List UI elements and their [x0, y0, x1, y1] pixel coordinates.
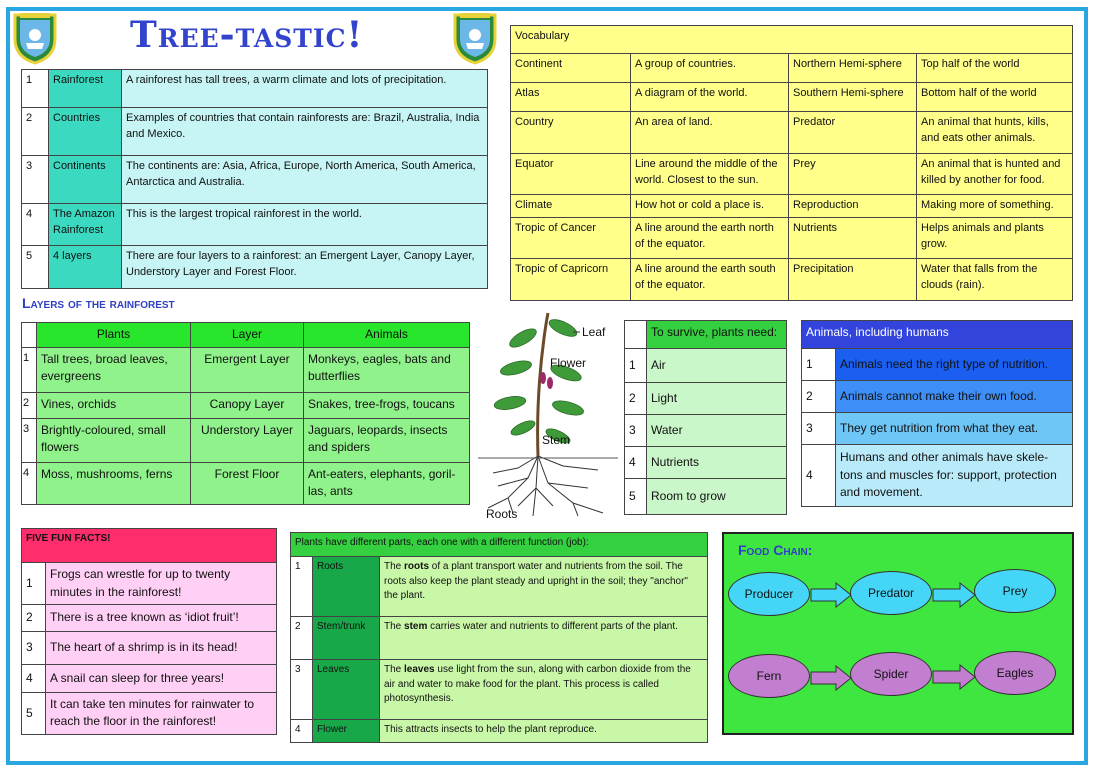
school-crest-icon	[452, 11, 498, 65]
plant-part-text: The	[384, 664, 405, 675]
plant-part-name: Stem/trunk	[313, 617, 380, 660]
layers-header-layer: Layer	[191, 323, 304, 348]
plant-need-row	[625, 383, 787, 415]
vocabulary-term: Climate	[511, 195, 631, 218]
vocabulary-definition: A line around the earth north of the equator.	[631, 218, 789, 259]
animal-fact-row	[802, 413, 1073, 445]
plant-need: Room to grow	[647, 479, 787, 515]
fun-fact: Frogs can wrestle for up to twenty minutes in the rainforest!	[46, 563, 277, 605]
vocabulary-row	[511, 218, 1073, 259]
plant-part-description	[380, 720, 708, 743]
layer-plants: Tall trees, broad leaves, evergreens	[37, 348, 191, 393]
page-title: Tree-tastic!	[130, 14, 364, 56]
animal-fact: Animals cannot make their own food.	[836, 381, 1073, 413]
vocabulary-term: Prey	[789, 154, 917, 195]
plant-need-row	[625, 415, 787, 447]
vocabulary-definition: Top half of the world	[917, 54, 1073, 83]
row-number: 1	[22, 70, 49, 108]
row-number: 4	[22, 665, 46, 693]
food-chain-node: Predator	[850, 571, 932, 615]
vocabulary-definition: How hot or cold a place is.	[631, 195, 789, 218]
plant-need: Air	[647, 349, 787, 383]
row-number: 5	[22, 693, 46, 735]
layer-name: Forest Floor	[191, 463, 304, 505]
plants-need-heading: To survive, plants need:	[647, 321, 787, 349]
vocabulary-definition: An animal that is hunted and killed by another for food.	[917, 154, 1073, 195]
plant-diagram	[478, 308, 624, 520]
vocabulary-term: Country	[511, 112, 631, 154]
plant-part-row	[291, 557, 708, 617]
animals-heading: Animals, including humans	[802, 321, 1073, 349]
plant-part-row	[291, 720, 708, 743]
fun-fact: The heart of a shrimp is in its head!	[46, 632, 277, 665]
fun-fact-row	[22, 563, 277, 605]
plant-part-text: leaves	[404, 664, 435, 675]
layers-header-animals: Animals	[304, 323, 470, 348]
vocabulary-definition: Line around the middle of the world. Closest to the sun.	[631, 154, 789, 195]
row-number: 1	[22, 348, 37, 393]
vocabulary-term: Equator	[511, 154, 631, 195]
row-number: 3	[22, 419, 37, 463]
plant-part-text: The	[384, 561, 405, 572]
animal-fact-row	[802, 445, 1073, 507]
row-number: 2	[802, 381, 836, 413]
layer-row	[22, 393, 470, 419]
row-number: 5	[625, 479, 647, 515]
food-chain-node: Eagles	[974, 651, 1056, 695]
key-term: 4 layers	[49, 246, 122, 289]
row-number: 2	[22, 108, 49, 156]
vocabulary-term: Southern Hemi-sphere	[789, 83, 917, 112]
key-term-row	[22, 156, 488, 204]
layers-table	[21, 322, 470, 505]
row-number: 3	[22, 156, 49, 204]
layer-row	[22, 348, 470, 393]
plant-part-row	[291, 617, 708, 660]
key-term-row	[22, 70, 488, 108]
food-chain-node: Spider	[850, 652, 932, 696]
school-crest-icon	[12, 11, 58, 65]
row-number: 5	[22, 246, 49, 289]
layers-header-plants: Plants	[37, 323, 191, 348]
row-number: 4	[22, 204, 49, 246]
plant-parts-table	[290, 532, 708, 743]
fun-fact-row	[22, 665, 277, 693]
plant-part-text: carries water and nutrients to different parts of the plant.	[427, 621, 678, 632]
row-number: 2	[291, 617, 313, 660]
vocabulary-definition: Bottom half of the world	[917, 83, 1073, 112]
key-term-row	[22, 108, 488, 156]
animal-fact: Animals need the right type of nutrition.	[836, 349, 1073, 381]
layer-row	[22, 419, 470, 463]
row-number: 4	[22, 463, 37, 505]
vocabulary-definition: An animal that hunts, kills, and eats other animals.	[917, 112, 1073, 154]
animals-table	[801, 320, 1073, 507]
layer-name: Canopy Layer	[191, 393, 304, 419]
layer-animals: Jaguars, leopards, insects and spiders	[304, 419, 470, 463]
plant-part-text: roots	[404, 561, 430, 572]
plant-part-name: Roots	[313, 557, 380, 617]
plant-part-name: Flower	[313, 720, 380, 743]
vocabulary-definition: A line around the earth south of the equator.	[631, 259, 789, 301]
key-term-description: Examples of countries that contain rainforests are: Brazil, Australia, India and Mexico.	[122, 108, 488, 156]
animal-fact: Humans and other animals have skele-tons and muscles for: support, protection and movement.	[836, 445, 1073, 507]
row-number: 1	[802, 349, 836, 381]
row-number: 3	[22, 632, 46, 665]
animal-fact-row	[802, 381, 1073, 413]
vocabulary-definition: Helps animals and plants grow.	[917, 218, 1073, 259]
roots-label: Roots	[486, 507, 518, 520]
key-term: Continents	[49, 156, 122, 204]
vocabulary-term: Reproduction	[789, 195, 917, 218]
layer-plants: Moss, mushrooms, ferns	[37, 463, 191, 505]
vocabulary-definition: Water that falls from the clouds (rain).	[917, 259, 1073, 301]
food-chain-node: Prey	[974, 569, 1056, 613]
animal-fact: They get nutrition from what they eat.	[836, 413, 1073, 445]
food-chain-panel	[722, 532, 1074, 735]
plant-need-row	[625, 479, 787, 515]
plant-part-text: stem	[404, 621, 428, 632]
layer-name: Emergent Layer	[191, 348, 304, 393]
row-number: 3	[625, 415, 647, 447]
key-term-row	[22, 204, 488, 246]
vocabulary-row	[511, 112, 1073, 154]
layer-name: Understory Layer	[191, 419, 304, 463]
vocabulary-term: Nutrients	[789, 218, 917, 259]
vocabulary-row	[511, 54, 1073, 83]
plant-need-row	[625, 349, 787, 383]
plant-part-description	[380, 617, 708, 660]
plant-part-name: Leaves	[313, 660, 380, 720]
key-term: Countries	[49, 108, 122, 156]
fun-fact-row	[22, 605, 277, 632]
row-number: 4	[802, 445, 836, 507]
vocabulary-term: Atlas	[511, 83, 631, 112]
layer-row	[22, 463, 470, 505]
flower-label: Flower	[550, 356, 587, 370]
row-number: 1	[291, 557, 313, 617]
vocabulary-row	[511, 259, 1073, 301]
plant-part-text: of a plant transport water and nutrients from the soil. The roots also keep the plant steady and upright in the soil; they "anchor" the plant.	[384, 561, 688, 601]
vocabulary-term: Tropic of Cancer	[511, 218, 631, 259]
plant-need: Nutrients	[647, 447, 787, 479]
fun-facts-heading: FIVE FUN FACTS!	[22, 529, 277, 563]
vocabulary-definition: An area of land.	[631, 112, 789, 154]
plant-part-description	[380, 660, 708, 720]
vocabulary-row	[511, 195, 1073, 218]
key-terms-table	[21, 69, 488, 289]
arrow-right-icon	[932, 664, 976, 690]
row-number: 2	[22, 393, 37, 419]
animal-fact-row	[802, 349, 1073, 381]
vocabulary-definition: Making more of something.	[917, 195, 1073, 218]
key-term-description: There are four layers to a rainforest: an Emergent Layer, Canopy Layer, Understory Layer and Forest Floor.	[122, 246, 488, 289]
layer-animals: Monkeys, eagles, bats and butterflies	[304, 348, 470, 393]
fun-fact: There is a tree known as ‘idiot fruit’!	[46, 605, 277, 632]
key-term-description: This is the largest tropical rainforest in the world.	[122, 204, 488, 246]
fun-fact-row	[22, 693, 277, 735]
key-term-description: The continents are: Asia, Africa, Europe, North America, South America, Antarctica and Australia.	[122, 156, 488, 204]
row-number	[22, 323, 37, 348]
layers-heading: Layers of the rainforest	[22, 295, 175, 311]
key-term: Rainforest	[49, 70, 122, 108]
row-number: 2	[625, 383, 647, 415]
food-chain-node: Producer	[728, 572, 810, 616]
food-chain-heading: Food Chain:	[738, 542, 813, 558]
vocabulary-term: Northern Hemi-sphere	[789, 54, 917, 83]
fun-fact: A snail can sleep for three years!	[46, 665, 277, 693]
plant-parts-heading: Plants have different parts, each one with a different function (job):	[291, 533, 708, 557]
fun-facts-table	[21, 528, 277, 735]
vocabulary-term: Predator	[789, 112, 917, 154]
vocabulary-heading: Vocabulary	[511, 26, 1073, 54]
vocabulary-term: Tropic of Capricorn	[511, 259, 631, 301]
row-number: 3	[802, 413, 836, 445]
key-term: The Amazon Rainforest	[49, 204, 122, 246]
row-number: 3	[291, 660, 313, 720]
key-term-description: A rainforest has tall trees, a warm climate and lots of precipitation.	[122, 70, 488, 108]
layer-animals: Ant-eaters, elephants, goril-las, ants	[304, 463, 470, 505]
stem-label: Stem	[542, 433, 571, 447]
layer-animals: Snakes, tree-frogs, toucans	[304, 393, 470, 419]
row-number: 1	[22, 563, 46, 605]
layer-plants: Vines, orchids	[37, 393, 191, 419]
arrow-right-icon	[932, 582, 976, 608]
vocabulary-row	[511, 154, 1073, 195]
fun-fact-row	[22, 632, 277, 665]
plant-part-text: use light from the sun, along with carbon dioxide from the air and water to make food for the plant. This process is called photosynthesis.	[384, 664, 691, 704]
vocabulary-row	[511, 83, 1073, 112]
food-chain-node: Fern	[728, 654, 810, 698]
vocabulary-definition: A group of countries.	[631, 54, 789, 83]
plants-need-table	[624, 320, 787, 515]
layer-plants: Brightly-coloured, small flowers	[37, 419, 191, 463]
fun-fact: It can take ten minutes for rainwater to reach the floor in the rainforest!	[46, 693, 277, 735]
row-number: 4	[625, 447, 647, 479]
arrow-right-icon	[810, 665, 852, 691]
key-term-row	[22, 246, 488, 289]
vocabulary-definition: A diagram of the world.	[631, 83, 789, 112]
row-number: 4	[291, 720, 313, 743]
row-number: 2	[22, 605, 46, 632]
plant-need: Water	[647, 415, 787, 447]
leaf-label: Leaf	[582, 325, 606, 339]
vocabulary-term: Precipitation	[789, 259, 917, 301]
plant-part-row	[291, 660, 708, 720]
plant-need-row	[625, 447, 787, 479]
vocabulary-table	[510, 25, 1073, 301]
row-number: 1	[625, 349, 647, 383]
plant-part-text: This attracts insects to help the plant reproduce.	[384, 724, 597, 735]
plant-part-text: The	[384, 621, 405, 632]
plant-need: Light	[647, 383, 787, 415]
vocabulary-term: Continent	[511, 54, 631, 83]
arrow-right-icon	[810, 582, 852, 608]
plant-part-description	[380, 557, 708, 617]
